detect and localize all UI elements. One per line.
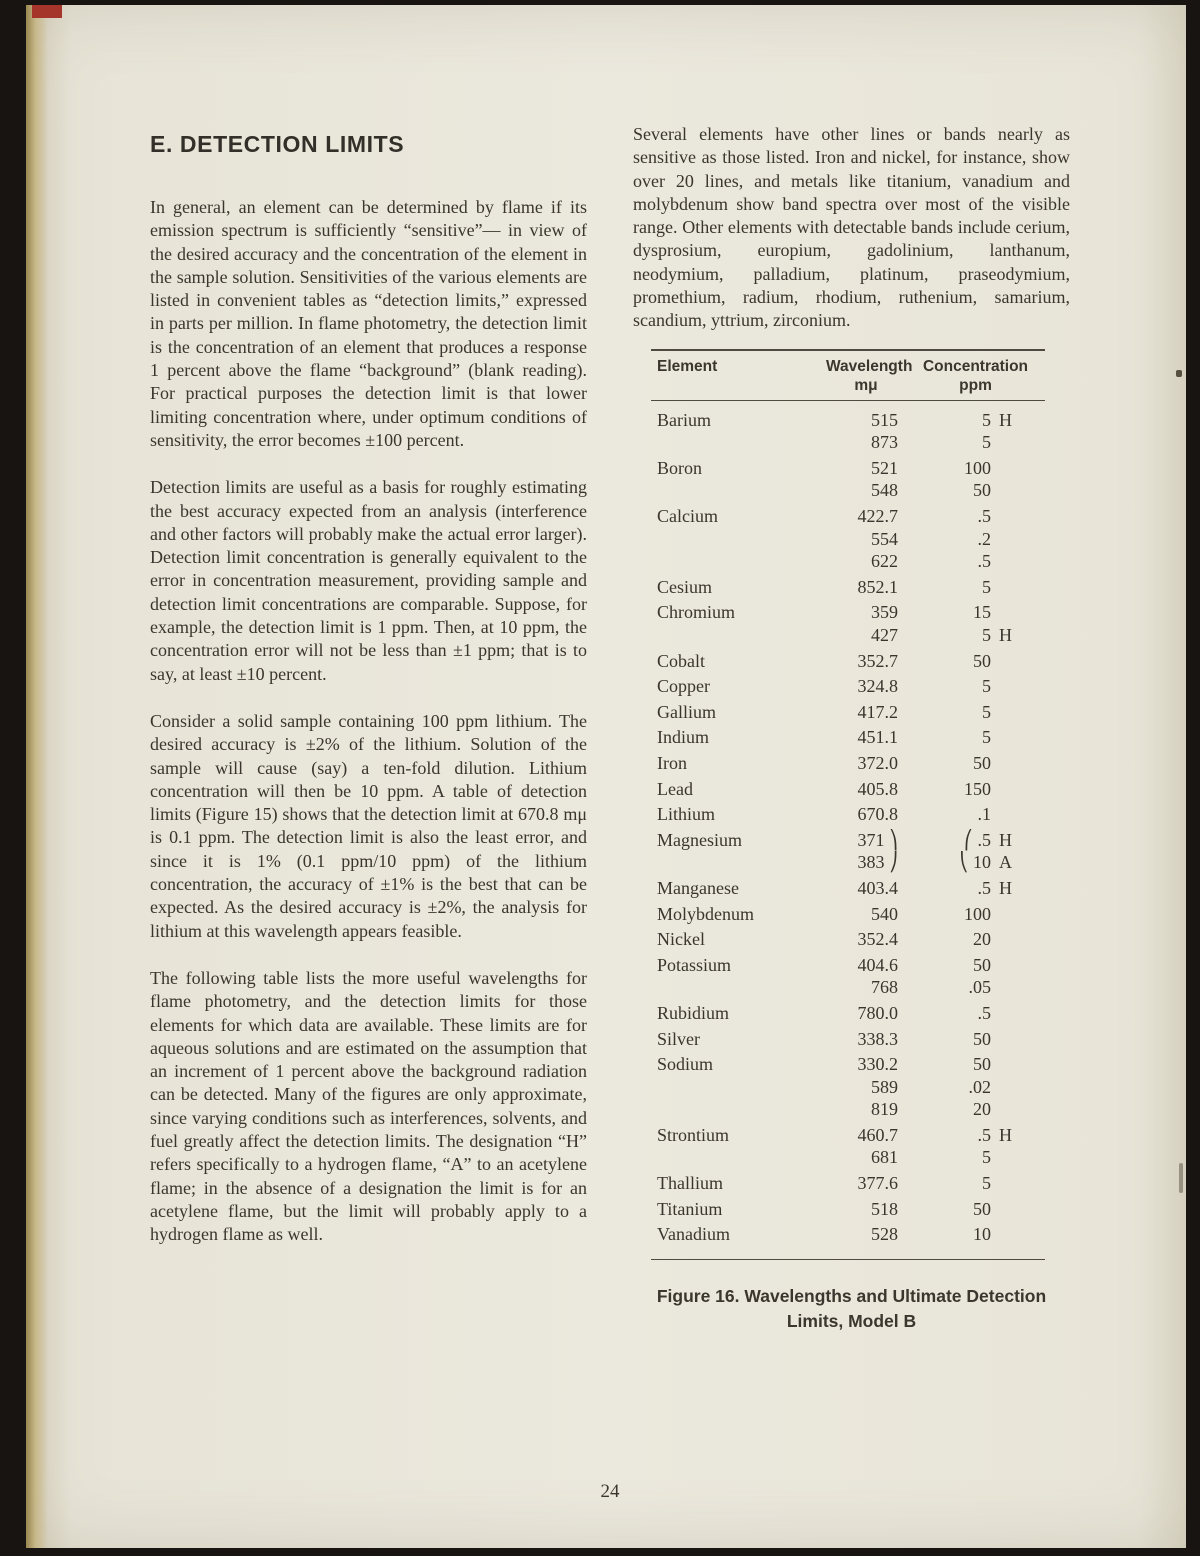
- table-row: [651, 877, 1045, 900]
- cell-concentration: .02: [968, 1076, 991, 1097]
- column-header-concentration-label: Concentration: [922, 357, 1029, 375]
- cell-flame-flag: [991, 1146, 1045, 1169]
- cell-wavelength: 780.0: [857, 1002, 898, 1023]
- cell-flame-flag: [991, 778, 1045, 801]
- table-row: [651, 1076, 1045, 1099]
- cell-wavelength: 352.4: [857, 929, 898, 950]
- cell-wavelength: 670.8: [857, 804, 898, 825]
- cell-wavelength: 427: [871, 625, 898, 646]
- table-row: [651, 528, 1045, 551]
- cell-element: Thallium: [657, 1173, 723, 1194]
- cell-concentration: 5: [982, 432, 991, 453]
- table-row: [651, 505, 1045, 528]
- scan-artifact-red: [32, 5, 62, 18]
- table-group: [651, 726, 1045, 749]
- cell-flame-flag: [991, 954, 1045, 977]
- table-row: [651, 1146, 1045, 1169]
- cell-concentration: ⎛ .5: [964, 829, 991, 850]
- table-row: [651, 1002, 1045, 1025]
- cell-wavelength: 352.7: [857, 650, 898, 671]
- column-header-wavelength-unit: mμ: [854, 376, 878, 394]
- cell-element: Boron: [657, 457, 702, 478]
- cell-concentration: .05: [968, 977, 991, 998]
- cell-flame-flag: H: [999, 625, 1012, 646]
- cell-wavelength: 404.6: [857, 954, 898, 975]
- figure-caption-line1: Figure 16. Wavelengths and Ultimate Detection: [656, 1285, 1047, 1306]
- cell-wavelength: 528: [871, 1224, 898, 1245]
- table-group: [651, 1028, 1045, 1051]
- cell-flame-flag: [991, 1198, 1045, 1221]
- column-header-wavelength-label: Wavelength: [826, 357, 913, 375]
- cell-flame-flag: [991, 479, 1045, 502]
- cell-flame-flag: H: [999, 829, 1012, 850]
- table-group: [651, 803, 1045, 826]
- cell-flame-flag: [991, 601, 1045, 624]
- cell-wavelength: 451.1: [857, 727, 898, 748]
- cell-concentration: 15: [973, 602, 991, 623]
- table-group: [651, 650, 1045, 673]
- table-row: [651, 1223, 1045, 1246]
- cell-element: Iron: [657, 752, 687, 773]
- cell-concentration: 50: [973, 954, 991, 975]
- cell-element: Rubidium: [657, 1002, 730, 1023]
- cell-wavelength: 460.7: [857, 1124, 898, 1145]
- cell-flame-flag: [991, 550, 1045, 573]
- cell-concentration: 50: [973, 480, 991, 501]
- cell-wavelength: 518: [871, 1198, 898, 1219]
- table-row: [651, 1028, 1045, 1051]
- cell-concentration: 5: [982, 1147, 991, 1168]
- cell-concentration: 20: [973, 929, 991, 950]
- table-row: [651, 1172, 1045, 1195]
- page-content: [150, 123, 1070, 1334]
- cell-flame-flag: [991, 1053, 1045, 1076]
- cell-concentration: 50: [973, 1054, 991, 1075]
- paragraph: Several elements have other lines or bands nearly as sensitive as those listed. Iron and nickel, for instance, show over 20 lines, and metals like titanium, vanadium and molybdenum show band spectra over most of the visible range. Other elements with detectable bands include cerium, dysprosium, europium, gadolinium, lanthanum, neodymium, palladium, platinum, praseodymium, promethium, radium, rhodium, ruthenium, samarium, scandium, yttrium, zirconium.: [633, 124, 1070, 331]
- table-row: [651, 1198, 1045, 1221]
- table-group: [651, 752, 1045, 775]
- table-row: [651, 457, 1045, 480]
- table-row: [651, 1098, 1045, 1121]
- cell-flame-flag: [991, 752, 1045, 775]
- cell-wavelength: 622: [871, 551, 898, 572]
- cell-concentration: .5: [977, 506, 991, 527]
- table-row: [651, 726, 1045, 749]
- cell-concentration: .5: [977, 1124, 991, 1145]
- cell-element: [651, 431, 826, 454]
- cell-element: Barium: [657, 409, 711, 430]
- cell-element: Vanadium: [657, 1224, 730, 1245]
- cell-concentration: 50: [973, 650, 991, 671]
- page-number: 24: [600, 1481, 620, 1502]
- cell-element: Strontium: [657, 1124, 730, 1145]
- cell-concentration: 5: [982, 576, 991, 597]
- table-group: [651, 1172, 1045, 1195]
- cell-flame-flag: [991, 457, 1045, 480]
- cell-flame-flag: [991, 1172, 1045, 1195]
- table-row: [651, 903, 1045, 926]
- column-header-wavelength: [826, 357, 913, 395]
- cell-flame-flag: [991, 976, 1045, 999]
- cell-wavelength: 873: [871, 432, 898, 453]
- cell-flame-flag: [991, 1076, 1045, 1099]
- cell-concentration: .5: [977, 551, 991, 572]
- scanned-page: [26, 5, 1186, 1548]
- cell-element: Nickel: [657, 929, 705, 950]
- cell-flame-flag: [991, 576, 1045, 599]
- cell-wavelength: 515: [871, 409, 898, 430]
- cell-flame-flag: [991, 928, 1045, 951]
- table-row: [651, 650, 1045, 673]
- cell-wavelength: 521: [871, 457, 898, 478]
- table-group: [651, 778, 1045, 801]
- figure-caption: [633, 1284, 1070, 1334]
- table-row: [651, 778, 1045, 801]
- cell-element: [651, 479, 826, 502]
- table-group: [651, 576, 1045, 599]
- cell-flame-flag: [991, 1223, 1045, 1246]
- table-row: [651, 431, 1045, 454]
- cell-flame-flag: H: [999, 409, 1012, 430]
- cell-wavelength: 589: [871, 1076, 898, 1097]
- left-column: [150, 123, 587, 1334]
- cell-element: Sodium: [657, 1054, 714, 1075]
- cell-flame-flag: [991, 726, 1045, 749]
- cell-flame-flag: [991, 803, 1045, 826]
- table-header-row: [651, 349, 1045, 401]
- cell-concentration: 5: [982, 625, 991, 646]
- table-row: [651, 954, 1045, 977]
- cell-element: Calcium: [657, 506, 718, 527]
- cell-wavelength: 819: [871, 1099, 898, 1120]
- cell-concentration: .1: [977, 804, 991, 825]
- cell-element: [651, 976, 826, 999]
- book-spine-edge: [26, 5, 48, 1548]
- cell-element: [651, 624, 826, 647]
- table-group: [651, 457, 1045, 502]
- table-row: [651, 803, 1045, 826]
- cell-wavelength: 383 ⎠: [857, 852, 898, 873]
- cell-wavelength: 540: [871, 903, 898, 924]
- cell-concentration: .2: [977, 528, 991, 549]
- cell-concentration: 50: [973, 1028, 991, 1049]
- table-group: [651, 928, 1045, 951]
- table-row: [651, 1124, 1045, 1147]
- cell-wavelength: 330.2: [857, 1054, 898, 1075]
- cell-element: Gallium: [657, 701, 716, 722]
- cell-concentration: 50: [973, 1198, 991, 1219]
- paragraph: Consider a solid sample containing 100 ppm lithium. The desired accuracy is ±2% of the lithium. Solution of the sample will cause (say) a ten-fold dilution. Lithium concentration will then be 10 ppm. A table of detection limits (Figure 15) shows that the detection limit at 670.8 mμ is 0.1 ppm. The detection limit is also the least error, and since it is 1% (0.1 ppm/10 ppm) of the lithium concentration, the accuracy of ±1% is the best that can be expected. As the desired accuracy is ±2%, the analysis for lithium at this wavelength appears feasible.: [150, 710, 587, 941]
- cell-concentration: 5: [982, 701, 991, 722]
- cell-flame-flag: H: [999, 877, 1012, 898]
- table-row: [651, 752, 1045, 775]
- cell-element: Lead: [657, 778, 693, 799]
- column-header-element-label: Element: [657, 357, 718, 375]
- cell-flame-flag: [991, 528, 1045, 551]
- paragraph: In general, an element can be determined by flame if its emission spectrum is sufficiently “sensitive”— in view of the desired accuracy and the concentration of the element in the sample solution. Sensitivities of the various elements are listed in convenient tables as “detection limits,” expressed in parts per million. In flame photometry, the detection limit is the concentration of an element that produces a response 1 percent above the flame “background” (blank reading). For practical purposes the detection limit is that lower limiting concentration where, under optimum conditions of sensitivity, the error becomes ±100 percent.: [150, 197, 587, 450]
- cell-concentration: 20: [973, 1099, 991, 1120]
- table-group: [651, 601, 1045, 646]
- column-header-concentration-unit: ppm: [959, 376, 992, 394]
- cell-element: Potassium: [657, 954, 732, 975]
- scan-artifact: [1176, 370, 1182, 377]
- detection-limits-table: [651, 349, 1045, 1260]
- cell-wavelength: 371 ⎞: [857, 829, 898, 850]
- cell-wavelength: 359: [871, 602, 898, 623]
- scan-artifact: [1179, 1163, 1183, 1193]
- cell-wavelength: 338.3: [857, 1028, 898, 1049]
- cell-element: Cobalt: [657, 650, 705, 671]
- cell-flame-flag: A: [999, 852, 1012, 873]
- table-group: [651, 954, 1045, 999]
- cell-concentration: 5: [982, 1173, 991, 1194]
- column-header-concentration: [906, 357, 1045, 395]
- cell-element: Lithium: [657, 804, 715, 825]
- cell-concentration: .5: [977, 1002, 991, 1023]
- table-body: [651, 401, 1045, 1260]
- cell-element: [651, 1076, 826, 1099]
- table-group: [651, 1198, 1045, 1221]
- cell-flame-flag: [991, 505, 1045, 528]
- table-row: [651, 928, 1045, 951]
- cell-wavelength: 422.7: [857, 506, 898, 527]
- cell-concentration: 5: [982, 409, 991, 430]
- table-row: [651, 550, 1045, 573]
- table-group: [651, 409, 1045, 454]
- table-row: [651, 701, 1045, 724]
- figure-caption-line2: Limits, Model B: [786, 1310, 917, 1331]
- cell-wavelength: 372.0: [857, 752, 898, 773]
- table-row: [651, 675, 1045, 698]
- table-row: [651, 851, 1045, 874]
- cell-concentration: 100: [964, 457, 991, 478]
- cell-element: [651, 528, 826, 551]
- cell-element: [651, 1098, 826, 1121]
- table-group: [651, 675, 1045, 698]
- table-row: [651, 1053, 1045, 1076]
- right-column: [633, 123, 1070, 1334]
- cell-concentration: ⎝ 10: [959, 852, 991, 873]
- cell-flame-flag: [991, 431, 1045, 454]
- cell-wavelength: 324.8: [857, 676, 898, 697]
- cell-flame-flag: [991, 1002, 1045, 1025]
- table-row: [651, 624, 1045, 647]
- cell-element: Cesium: [657, 576, 713, 597]
- table-row: [651, 829, 1045, 852]
- cell-flame-flag: [991, 675, 1045, 698]
- cell-wavelength: 852.1: [857, 576, 898, 597]
- cell-element: Molybdenum: [657, 903, 754, 924]
- cell-element: Magnesium: [657, 829, 742, 850]
- table-group: [651, 877, 1045, 900]
- table-row: [651, 576, 1045, 599]
- cell-wavelength: 417.2: [857, 701, 898, 722]
- cell-element: Silver: [657, 1028, 700, 1049]
- cell-flame-flag: [991, 903, 1045, 926]
- table-row: [651, 479, 1045, 502]
- table-group: [651, 1053, 1045, 1121]
- cell-concentration: 5: [982, 676, 991, 697]
- cell-element: [651, 851, 826, 874]
- section-heading: E. DETECTION LIMITS: [150, 131, 405, 157]
- cell-flame-flag: [991, 1028, 1045, 1051]
- cell-flame-flag: H: [999, 1124, 1012, 1145]
- cell-element: Copper: [657, 676, 710, 697]
- cell-wavelength: 768: [871, 977, 898, 998]
- table-group: [651, 829, 1045, 874]
- cell-flame-flag: [991, 1098, 1045, 1121]
- table-row: [651, 976, 1045, 999]
- cell-concentration: .5: [977, 877, 991, 898]
- cell-concentration: 5: [982, 727, 991, 748]
- cell-flame-flag: [991, 701, 1045, 724]
- cell-concentration: 150: [964, 778, 991, 799]
- cell-wavelength: 405.8: [857, 778, 898, 799]
- table-group: [651, 701, 1045, 724]
- cell-element: [651, 1146, 826, 1169]
- cell-wavelength: 681: [871, 1147, 898, 1168]
- cell-element: Manganese: [657, 877, 739, 898]
- cell-concentration: 50: [973, 752, 991, 773]
- column-header-element: [651, 357, 826, 395]
- cell-element: Chromium: [657, 602, 736, 623]
- table-group: [651, 1223, 1045, 1246]
- cell-element: Indium: [657, 727, 709, 748]
- cell-wavelength: 377.6: [857, 1173, 898, 1194]
- cell-element: Titanium: [657, 1198, 723, 1219]
- cell-flame-flag: [991, 650, 1045, 673]
- table-row: [651, 409, 1045, 432]
- table-row: [651, 601, 1045, 624]
- table-group: [651, 505, 1045, 573]
- table-group: [651, 1124, 1045, 1169]
- cell-wavelength: 548: [871, 480, 898, 501]
- paragraph: Detection limits are useful as a basis for roughly estimating the best accuracy expected from an analysis (interference and other factors will probably make the actual error larger). Detection limit concentration is generally equivalent to the error in concentration measurement, providing sample and detection limit concentrations are comparable. Suppose, for example, the detection limit is 1 ppm. Then, at 10 ppm, the concentration error will not be less than ±1 ppm; that is to say, at least ±10 percent.: [150, 477, 587, 684]
- cell-concentration: 10: [973, 1224, 991, 1245]
- paragraph: The following table lists the more useful wavelengths for flame photometry, and the detection limits for those elements for which data are available. These limits are for aqueous solutions and are estimated on the assumption that an increment of 1 percent above the background radiation can be detected. Many of the figures are only approximate, since varying conditions such as interferences, solvents, and fuel greatly affect the detection limits. The designation “H” refers specifically to a hydrogen flame, “A” to an acetylene flame; in the absence of a designation the limit is for an acetylene flame, but the limit will probably apply to a hydrogen flame as well.: [150, 967, 587, 1245]
- cell-element: [651, 550, 826, 573]
- table-group: [651, 903, 1045, 926]
- cell-wavelength: 554: [871, 528, 898, 549]
- cell-wavelength: 403.4: [857, 877, 898, 898]
- table-group: [651, 1002, 1045, 1025]
- cell-concentration: 100: [964, 903, 991, 924]
